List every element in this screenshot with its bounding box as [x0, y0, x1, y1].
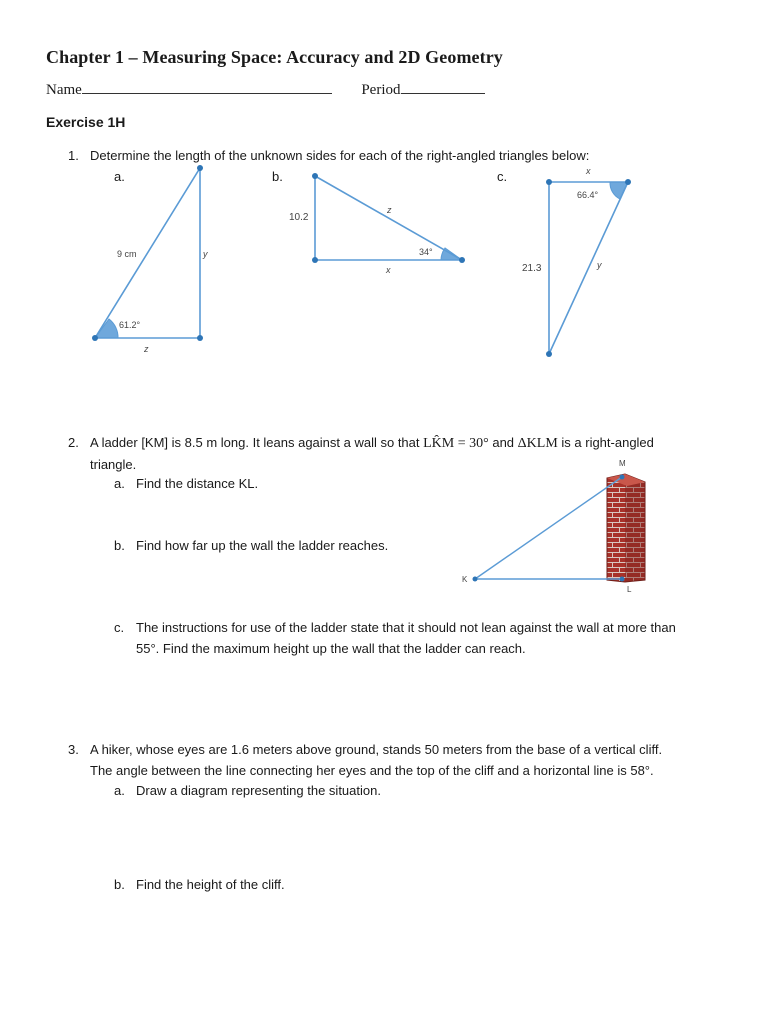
part-a-label: a.	[114, 169, 125, 184]
part-c-label: c.	[497, 169, 508, 184]
vert-label: 10.2	[289, 212, 309, 223]
question-text: A hiker, whose eyes are 1.6 meters above ground, stands 50 meters from the base of a vertical cliff.	[90, 742, 663, 757]
vert-label: 21.3	[522, 263, 542, 274]
name-label: Name	[46, 82, 82, 98]
hyp-label: 9 cm	[117, 249, 137, 259]
vertex-dot	[312, 173, 318, 179]
q2-part-a	[114, 473, 258, 494]
vertex-dot	[620, 475, 625, 480]
question-number: 2.	[68, 435, 79, 450]
period-label: Period	[361, 82, 401, 98]
question-text-mid: and	[488, 435, 518, 450]
hyp-label: y	[597, 260, 602, 270]
part-letter: b.	[114, 877, 125, 892]
base-label: x	[386, 265, 391, 275]
triangle-edges	[549, 182, 628, 354]
worksheet-title: Chapter 1 – Measuring Space: Accuracy and 2D Geometry	[46, 47, 503, 67]
question-2-line2: triangle.	[90, 457, 137, 472]
part-text: Find the height of the cliff.	[136, 877, 285, 892]
triangle-c	[522, 166, 631, 357]
part-text: Find how far up the wall the ladder reaches.	[136, 538, 389, 553]
vertex-dot	[312, 257, 318, 263]
opp-label: y	[203, 249, 208, 259]
angle-label: 34°	[419, 247, 433, 257]
triangle-b	[289, 173, 465, 275]
vertex-dot	[459, 257, 465, 263]
vertex-dot	[197, 165, 203, 171]
angle-marker	[610, 182, 628, 199]
q2-part-c-line2: 55°. Find the maximum height up the wall that the ladder can reach.	[136, 641, 526, 656]
brick-wall	[607, 474, 645, 582]
part-b-label: b.	[272, 169, 283, 184]
vertex-dot	[620, 577, 625, 582]
part-letter: c.	[114, 620, 125, 635]
vertex-dot	[197, 335, 203, 341]
adj-label: z	[144, 344, 149, 354]
question-number: 3.	[68, 742, 79, 757]
question-text-post: is a right-angled	[557, 435, 654, 450]
triangle-expression: ΔKLM	[517, 436, 558, 451]
triangle-edges	[95, 168, 200, 338]
part-letter: a.	[114, 476, 125, 491]
ladder-diagram	[455, 452, 655, 597]
angle-label: 66.4°	[577, 190, 599, 200]
question-2	[68, 432, 708, 454]
vertex-dot	[473, 577, 478, 582]
q3-part-b	[114, 874, 285, 895]
q1-diagrams	[0, 0, 768, 420]
label-l: L	[627, 585, 632, 594]
angle-expression: LK̂M = 30°	[423, 436, 489, 451]
part-letter: a.	[114, 783, 125, 798]
top-label: x	[586, 166, 591, 176]
part-letter: b.	[114, 538, 125, 553]
ladder-line	[475, 477, 622, 579]
vertex-dot	[546, 179, 552, 185]
part-text: The instructions for use of the ladder state that it should not lean against the wall at more than	[136, 620, 676, 635]
q3-part-a	[114, 780, 381, 801]
q2-part-b	[114, 535, 388, 556]
vertex-dot	[92, 335, 98, 341]
angle-label: 61.2°	[119, 320, 141, 330]
part-text: Draw a diagram representing the situation.	[136, 783, 381, 798]
triangle-edges	[315, 176, 462, 260]
vertex-dot	[546, 351, 552, 357]
vertex-dot	[625, 179, 631, 185]
question-text-pre: A ladder [KM] is 8.5 m long. It leans against a wall so that	[90, 435, 424, 450]
label-k: K	[462, 575, 468, 584]
q2-part-c	[114, 617, 734, 638]
question-3-line2: The angle between the line connecting her eyes and the top of the cliff and a horizontal line is 58°.	[90, 763, 654, 778]
question-text: Determine the length of the unknown sides for each of the right-angled triangles below:	[90, 148, 590, 163]
label-m: M	[619, 459, 626, 468]
question-number: 1.	[68, 148, 79, 163]
triangle-a	[92, 165, 208, 354]
exercise-heading: Exercise 1H	[46, 114, 126, 130]
angle-marker	[95, 319, 118, 338]
part-text: Find the distance KL.	[136, 476, 259, 491]
question-3	[68, 739, 748, 760]
hyp-label: z	[387, 205, 392, 215]
